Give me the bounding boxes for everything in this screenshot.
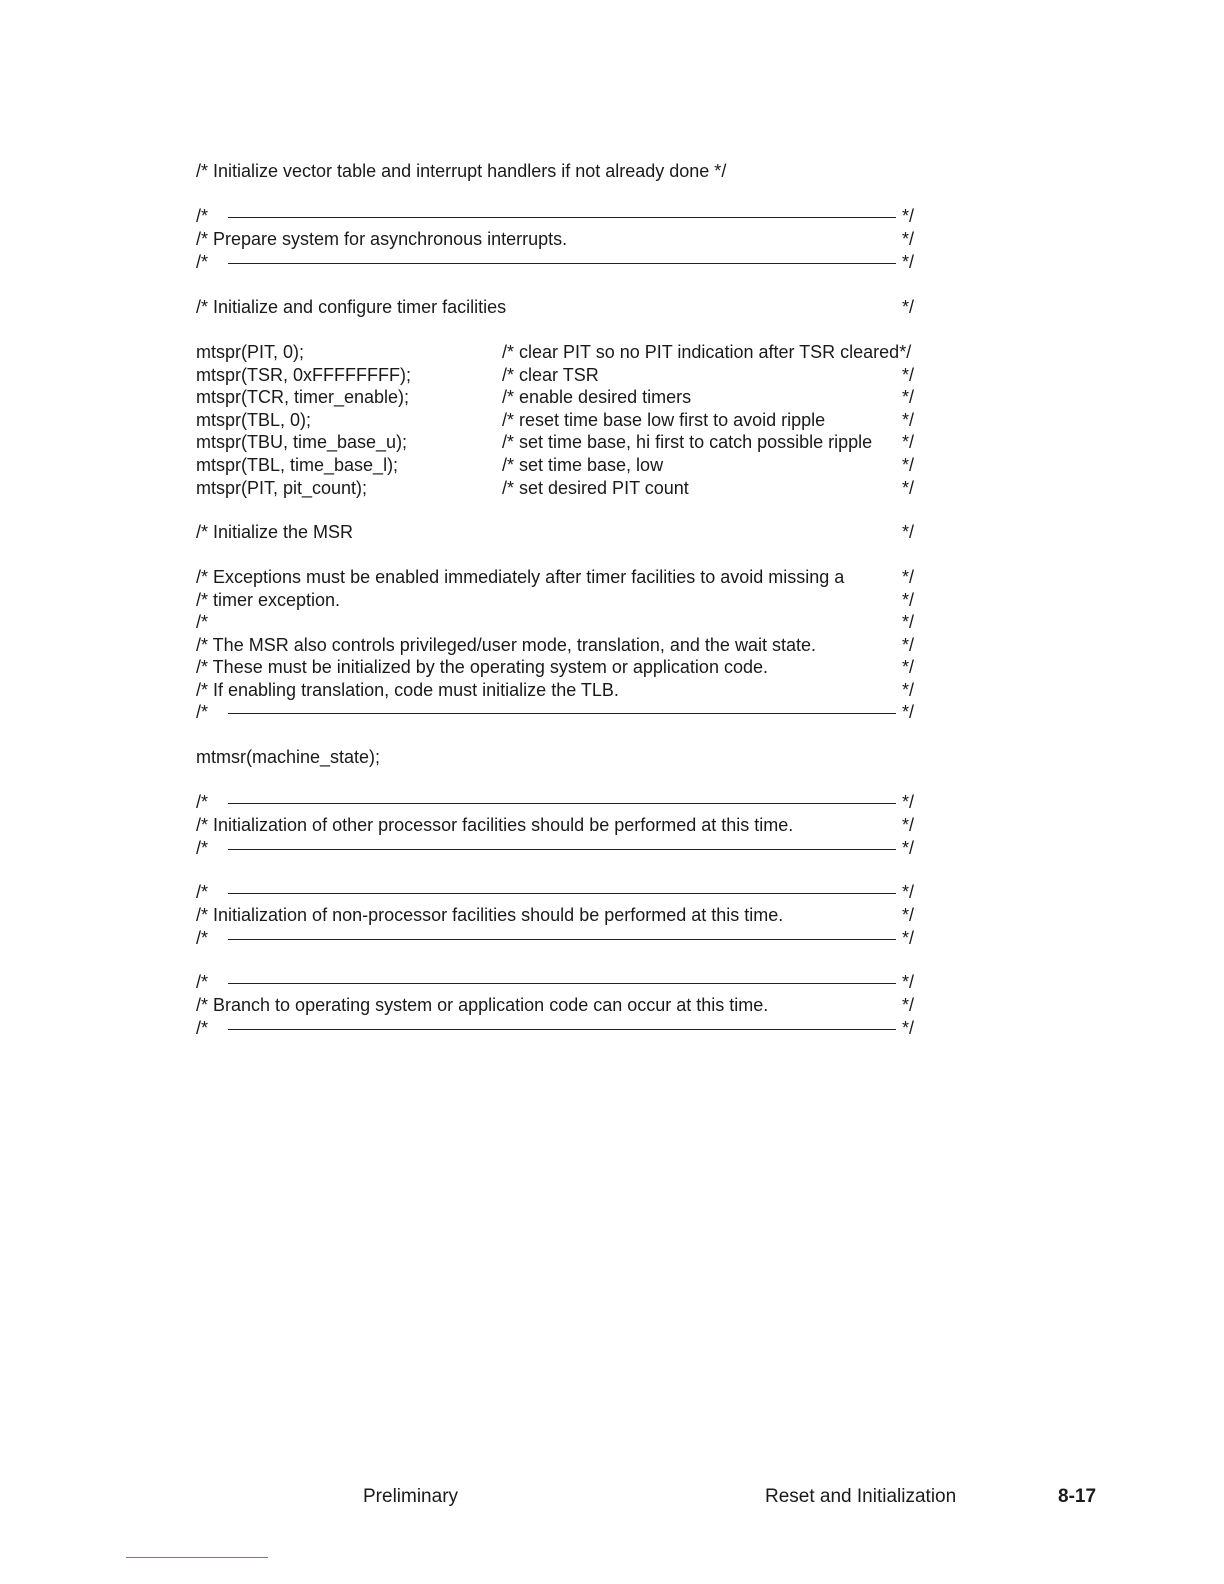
- code-comment-close: */: [902, 387, 915, 407]
- comment-rule: [228, 803, 896, 804]
- box-open: /*: [196, 928, 209, 948]
- note-close: */: [902, 612, 915, 632]
- box-open: /*: [196, 792, 209, 812]
- box-close: */: [902, 702, 915, 722]
- box-close: */: [902, 882, 915, 902]
- box-close: */: [902, 792, 915, 812]
- code-line: mtspr(TSR, 0xFFFFFFFF);: [196, 365, 411, 385]
- box-close: */: [902, 905, 915, 925]
- box-other-processor: /* Initialization of other processor facilities should be performed at this time.: [196, 815, 794, 835]
- comment-rule: [228, 713, 896, 714]
- box-open: /*: [196, 972, 209, 992]
- comment-rule: [228, 893, 896, 894]
- msr-heading: /* Initialize the MSR: [196, 522, 354, 542]
- msr-code-line: mtmsr(machine_state);: [196, 747, 381, 767]
- note-close: */: [902, 680, 915, 700]
- box-close: */: [902, 206, 915, 226]
- box-close: */: [902, 815, 915, 835]
- code-comment: /* clear PIT so no PIT indication after TSR cleared*/: [502, 342, 912, 362]
- code-line: mtspr(TCR, timer_enable);: [196, 387, 410, 407]
- footer-status: Preliminary: [363, 1486, 459, 1507]
- code-comment-close: */: [902, 478, 915, 498]
- comment-rule: [228, 849, 896, 850]
- code-comment: /* set desired PIT count: [502, 478, 689, 498]
- box-open: /*: [196, 206, 209, 226]
- box-close: */: [902, 928, 915, 948]
- page-number: 8-17: [1058, 1486, 1097, 1507]
- box-async-interrupts: /* Prepare system for asynchronous interrupts.: [196, 229, 568, 249]
- code-comment-close: */: [902, 410, 915, 430]
- note-line: /* The MSR also controls privileged/user mode, translation, and the wait state.: [196, 635, 816, 655]
- comment-rule: [228, 1029, 896, 1030]
- code-comment-close: */: [902, 365, 915, 385]
- footer-chapter: Reset and Initialization: [765, 1486, 957, 1507]
- code-comment: /* enable desired timers: [502, 387, 692, 407]
- code-line: mtspr(PIT, pit_count);: [196, 478, 368, 498]
- box-close: */: [902, 1018, 915, 1038]
- heading-close: */: [902, 297, 915, 317]
- box-close: */: [902, 252, 915, 272]
- comment-rule: [228, 983, 896, 984]
- note-line: /* If enabling translation, code must initialize the TLB.: [196, 680, 619, 700]
- timer-heading: /* Initialize and configure timer facilities: [196, 297, 507, 317]
- note-line: /*: [196, 612, 209, 632]
- box-non-processor: /* Initialization of non-processor facilities should be performed at this time.: [196, 905, 784, 925]
- intro-comment: /* Initialize vector table and interrupt handlers if not already done */: [196, 161, 727, 181]
- code-line: mtspr(TBL, time_base_l);: [196, 455, 399, 475]
- box-open: /*: [196, 882, 209, 902]
- scan-artifact-line: [126, 1557, 268, 1558]
- code-comment-close: */: [902, 455, 915, 475]
- heading-close: */: [902, 522, 915, 542]
- note-line: /* Exceptions must be enabled immediately after timer facilities to avoid missing a: [196, 567, 845, 587]
- code-line: mtspr(PIT, 0);: [196, 342, 305, 362]
- code-line: mtspr(TBU, time_base_u);: [196, 432, 408, 452]
- note-line: /* These must be initialized by the operating system or application code.: [196, 657, 768, 677]
- box-branch: /* Branch to operating system or application code can occur at this time.: [196, 995, 769, 1015]
- note-close: */: [902, 567, 915, 587]
- note-close: */: [902, 657, 915, 677]
- box-close: */: [902, 972, 915, 992]
- comment-rule: [228, 217, 896, 218]
- code-comment-close: */: [902, 432, 915, 452]
- box-open: /*: [196, 1018, 209, 1038]
- code-comment: /* clear TSR: [502, 365, 599, 385]
- code-line: mtspr(TBL, 0);: [196, 410, 312, 430]
- comment-rule: [228, 939, 896, 940]
- box-close: */: [902, 838, 915, 858]
- note-close: */: [902, 635, 915, 655]
- comment-rule: [228, 263, 896, 264]
- box-open: /*: [196, 252, 209, 272]
- box-open: /*: [196, 702, 209, 722]
- note-line: /* timer exception.: [196, 590, 341, 610]
- box-open: /*: [196, 838, 209, 858]
- code-comment: /* reset time base low first to avoid ripple: [502, 410, 826, 430]
- code-comment: /* set time base, hi first to catch possible ripple: [502, 432, 873, 452]
- box-close: */: [902, 229, 915, 249]
- code-comment: /* set time base, low: [502, 455, 664, 475]
- note-close: */: [902, 590, 915, 610]
- box-close: */: [902, 995, 915, 1015]
